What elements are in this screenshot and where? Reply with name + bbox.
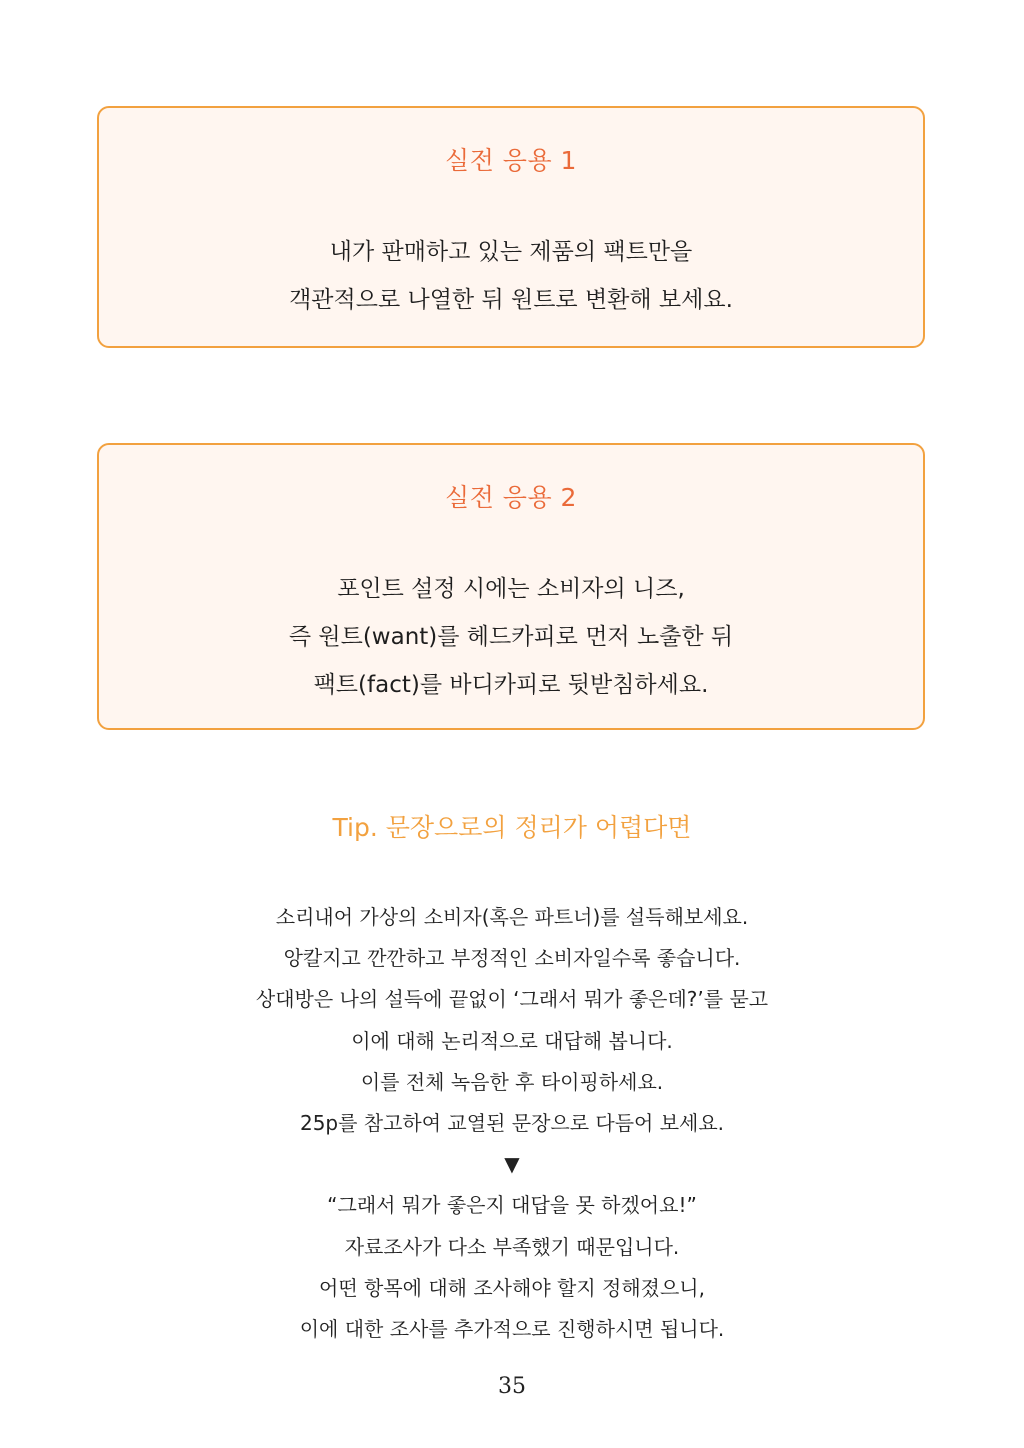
practice-box-2-line: 팩트(fact)를 바디카피로 뒷받침하세요. bbox=[313, 672, 709, 698]
practice-box-1-line: 내가 판매하고 있는 제품의 팩트만을 bbox=[329, 239, 693, 265]
tip-line: 이에 대해 논리적으로 대답해 봅니다. bbox=[351, 1028, 673, 1053]
tip-line: 상대방은 나의 설득에 끝없이 ‘그래서 뭐가 좋은데?’를 묻고 bbox=[255, 987, 769, 1012]
tip-line: 자료조사가 다소 부족했기 때문입니다. bbox=[344, 1234, 680, 1259]
tip-line: 어떤 항목에 대해 조사해야 할지 정해졌으니, bbox=[319, 1275, 705, 1300]
practice-box-1-body bbox=[99, 228, 923, 324]
tip-body bbox=[0, 897, 1024, 1350]
tip-title: Tip. 문장으로의 정리가 어렵다면 bbox=[332, 813, 692, 842]
tip-line: 25p를 참고하여 교열된 문장으로 다듬어 보세요. bbox=[299, 1111, 725, 1136]
tip-line: 소리내어 가상의 소비자(혹은 파트너)를 설득해보세요. bbox=[275, 905, 749, 929]
tip-line: 이에 대한 조사를 추가적으로 진행하시면 됩니다. bbox=[299, 1317, 725, 1342]
tip-line: 앙칼지고 깐깐하고 부정적인 소비자일수록 좋습니다. bbox=[283, 946, 741, 971]
page-number: 35 bbox=[498, 1374, 526, 1399]
practice-box-2 bbox=[97, 443, 925, 730]
tip-line: “그래서 뭐가 좋은지 대답을 못 하겠어요!” bbox=[327, 1193, 697, 1218]
tip-line: 이를 전체 녹음한 후 타이핑하세요. bbox=[360, 1069, 664, 1094]
practice-box-2-line: 즉 원트(want)를 헤드카피로 먼저 노출한 뒤 bbox=[288, 624, 734, 650]
practice-box-2-title: 실전 응용 2 bbox=[445, 483, 577, 512]
practice-box-1 bbox=[97, 106, 925, 348]
practice-box-2-line: 포인트 설정 시에는 소비자의 니즈, bbox=[337, 576, 685, 602]
down-triangle-icon: ▼ bbox=[504, 1152, 520, 1177]
practice-box-1-title: 실전 응용 1 bbox=[445, 146, 577, 175]
practice-box-2-body bbox=[99, 565, 923, 709]
practice-box-1-line: 객관적으로 나열한 뒤 원트로 변환해 보세요. bbox=[289, 287, 733, 313]
